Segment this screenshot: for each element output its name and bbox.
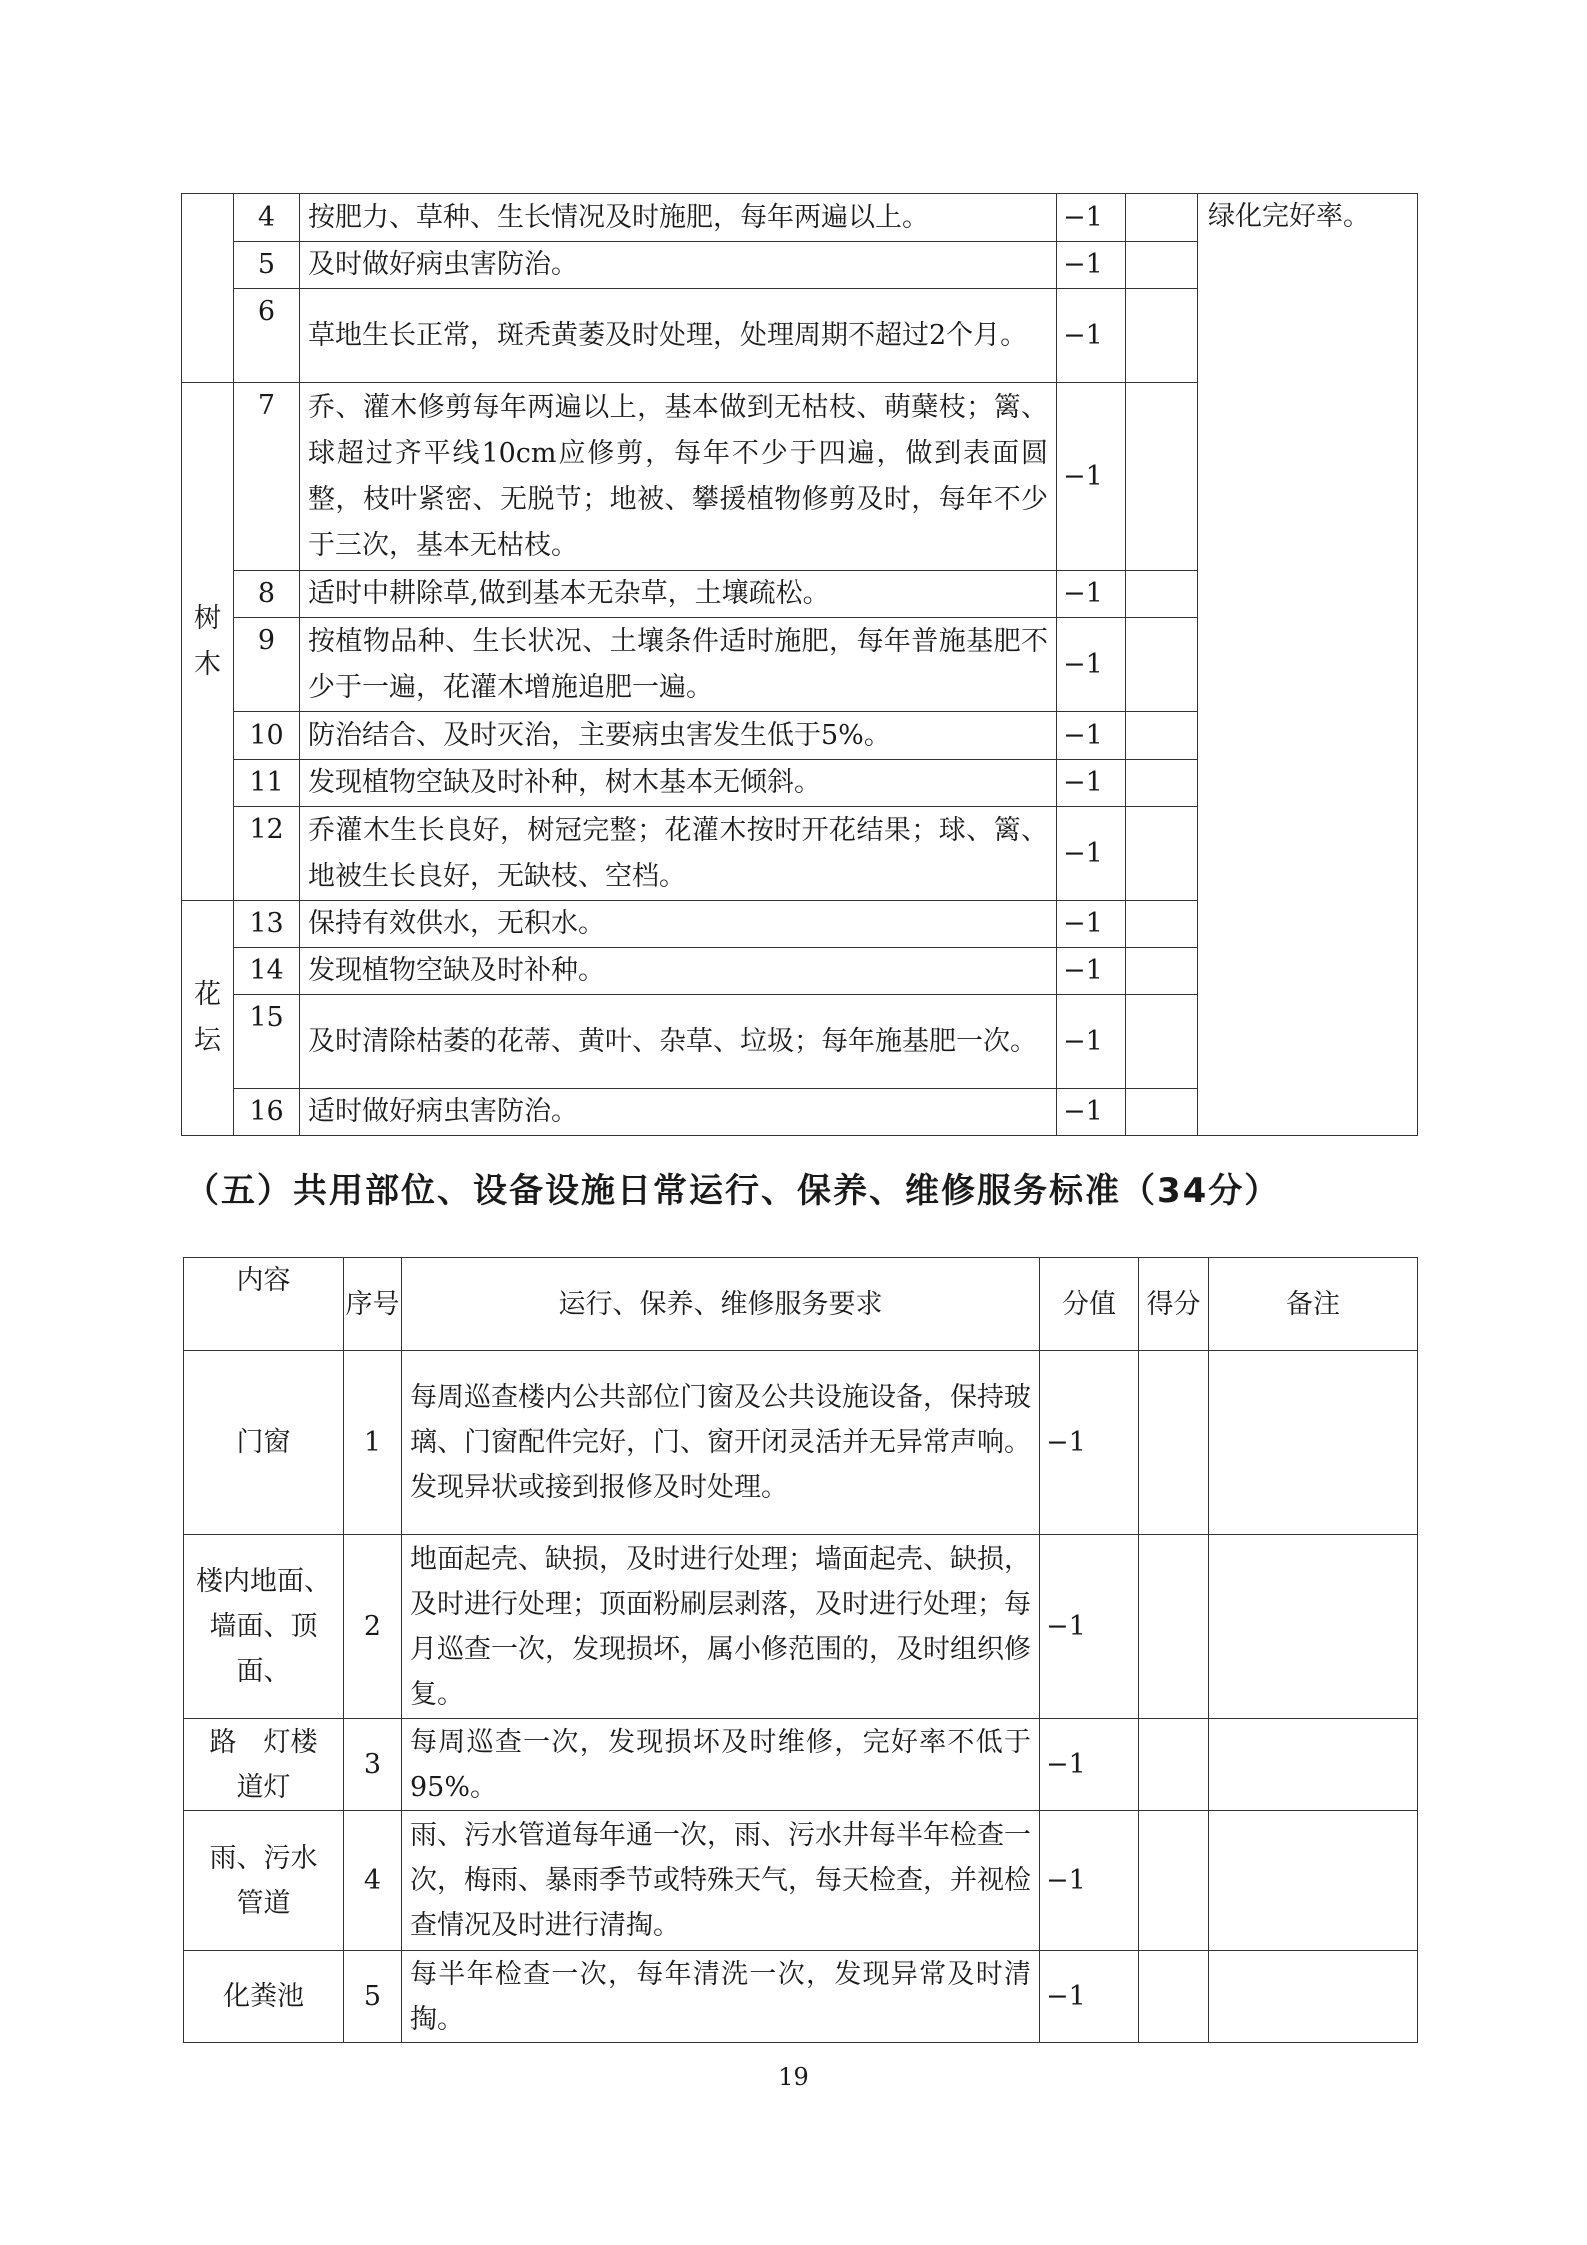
requirement-text: 乔、灌木修剪每年两遍以上，基本做到无枯枝、萌蘖枝；篱、球超过齐平线10cm应修剪，每年不少于四遍，做到表面圆整，枝叶紧密、无脱节；地被、攀援植物修剪及时，每年不少于三次，基本无枯枝。 [300, 383, 1057, 571]
score-obtained [1126, 807, 1198, 901]
header-value: 分值 [1040, 1258, 1139, 1351]
score-value: −1 [1040, 1535, 1139, 1719]
note-cell [1198, 194, 1418, 1136]
content-label: 门窗 [184, 1351, 344, 1535]
content-label: 雨、污水管道 [184, 1811, 344, 1951]
score-obtained [1126, 289, 1198, 383]
header-requirement: 运行、保养、维修服务要求 [402, 1258, 1040, 1351]
row-number: 7 [234, 383, 300, 571]
category-cell [182, 194, 234, 383]
note-cell [1209, 1951, 1418, 2043]
score-obtained [1126, 995, 1198, 1089]
header-note: 备注 [1209, 1258, 1418, 1351]
score-obtained [1139, 1351, 1209, 1535]
requirement-text: 保持有效供水，无积水。 [300, 901, 1057, 948]
score-value: −1 [1057, 901, 1126, 948]
score-value: −1 [1040, 1811, 1139, 1951]
note-cell [1209, 1811, 1418, 1951]
score-obtained [1126, 948, 1198, 995]
section-heading: （五）共用部位、设备设施日常运行、保养、维修服务标准（34分） [185, 1171, 1281, 1211]
score-value: −1 [1057, 194, 1126, 242]
table-row [182, 194, 1418, 242]
table-header-row [184, 1258, 1418, 1351]
score-obtained [1139, 1951, 1209, 2043]
note-cell [1209, 1719, 1418, 1811]
requirement-text: 每周巡查楼内公共部位门窗及公共设施设备，保持玻璃、门窗配件完好，门、窗开闭灵活并无异常声响。发现异状或接到报修及时处理。 [402, 1351, 1040, 1535]
score-obtained [1126, 383, 1198, 571]
row-number: 4 [344, 1811, 402, 1951]
score-obtained [1126, 760, 1198, 807]
content-label: 楼内地面、墙面、顶面、 [184, 1535, 344, 1719]
requirement-text: 按肥力、草种、生长情况及时施肥，每年两遍以上。 [300, 194, 1057, 242]
row-number: 8 [234, 571, 300, 618]
row-number: 6 [234, 289, 300, 383]
category-cell-trees [182, 383, 234, 901]
score-value: −1 [1057, 948, 1126, 995]
row-number: 1 [344, 1351, 402, 1535]
score-value: −1 [1057, 618, 1126, 712]
row-number: 5 [234, 242, 300, 289]
requirement-text: 及时做好病虫害防治。 [300, 242, 1057, 289]
score-obtained [1139, 1811, 1209, 1951]
requirement-text: 按植物品种、生长状况、土壤条件适时施肥，每年普施基肥不少于一遍，花灌木增施追肥一遍。 [300, 618, 1057, 712]
requirement-text: 适时做好病虫害防治。 [300, 1089, 1057, 1136]
score-value: −1 [1057, 807, 1126, 901]
score-obtained [1126, 712, 1198, 760]
score-value: −1 [1057, 242, 1126, 289]
content-label: 化粪池 [184, 1951, 344, 2043]
requirement-text: 草地生长正常，斑秃黄萎及时处理，处理周期不超过2个月。 [300, 289, 1057, 383]
requirement-text: 防治结合、及时灭治，主要病虫害发生低于5%。 [300, 712, 1057, 760]
score-obtained [1126, 1089, 1198, 1136]
header-number: 序号 [344, 1258, 402, 1351]
table-row [184, 1951, 1418, 2043]
requirement-text: 乔灌木生长良好，树冠完整；花灌木按时开花结果；球、篱、地被生长良好，无缺枝、空档。 [300, 807, 1057, 901]
row-number: 15 [234, 995, 300, 1089]
page-number: 19 [778, 2063, 809, 2091]
header-score: 得分 [1139, 1258, 1209, 1351]
row-number: 9 [234, 618, 300, 712]
table-row [184, 1351, 1418, 1535]
score-obtained [1126, 571, 1198, 618]
requirement-text: 每周巡查一次，发现损坏及时维修，完好率不低于95%。 [402, 1719, 1040, 1811]
category-flowerbed: 花坛 [194, 979, 221, 1056]
row-number: 13 [234, 901, 300, 948]
row-number: 2 [344, 1535, 402, 1719]
requirement-text: 每半年检查一次，每年清洗一次，发现异常及时清掏。 [402, 1951, 1040, 2043]
requirement-text: 发现植物空缺及时补种，树木基本无倾斜。 [300, 760, 1057, 807]
facility-maintenance-table [183, 1257, 1418, 2043]
score-value: −1 [1057, 712, 1126, 760]
score-value: −1 [1057, 1089, 1126, 1136]
score-obtained [1139, 1719, 1209, 1811]
row-number: 10 [234, 712, 300, 760]
score-value: −1 [1057, 760, 1126, 807]
score-obtained [1126, 901, 1198, 948]
score-obtained [1139, 1535, 1209, 1719]
row-number: 14 [234, 948, 300, 995]
table-row [184, 1535, 1418, 1719]
score-value: −1 [1057, 383, 1126, 571]
row-number: 11 [234, 760, 300, 807]
score-value: −1 [1040, 1719, 1139, 1811]
content-label: 路 灯楼道灯 [184, 1719, 344, 1811]
score-value: −1 [1057, 995, 1126, 1089]
row-number: 3 [344, 1719, 402, 1811]
score-obtained [1126, 618, 1198, 712]
requirement-text: 适时中耕除草,做到基本无杂草，土壤疏松。 [300, 571, 1057, 618]
requirement-text: 发现植物空缺及时补种。 [300, 948, 1057, 995]
score-value: −1 [1040, 1951, 1139, 2043]
row-number: 12 [234, 807, 300, 901]
greening-standards-table [181, 193, 1418, 1136]
score-obtained [1126, 242, 1198, 289]
row-number: 5 [344, 1951, 402, 2043]
requirement-text: 雨、污水管道每年通一次，雨、污水井每半年检查一次，梅雨、暴雨季节或特殊天气，每天检查，并视检查情况及时进行清掏。 [402, 1811, 1040, 1951]
score-obtained [1126, 194, 1198, 242]
requirement-text: 及时清除枯萎的花蒂、黄叶、杂草、垃圾；每年施基肥一次。 [300, 995, 1057, 1089]
note-cell [1209, 1535, 1418, 1719]
score-value: −1 [1057, 289, 1126, 383]
header-content: 内容 [184, 1258, 344, 1351]
row-number: 4 [234, 194, 300, 242]
score-value: −1 [1057, 571, 1126, 618]
row-number: 16 [234, 1089, 300, 1136]
score-value: −1 [1040, 1351, 1139, 1535]
category-cell-flowerbed [182, 901, 234, 1136]
table-row [184, 1719, 1418, 1811]
category-trees: 树木 [194, 602, 221, 680]
note-text: 绿化完好率。 [1208, 201, 1370, 232]
note-cell [1209, 1351, 1418, 1535]
requirement-text: 地面起壳、缺损，及时进行处理；墙面起壳、缺损，及时进行处理；顶面粉刷层剥落，及时进行处理；每月巡查一次，发现损坏，属小修范围的，及时组织修复。 [402, 1535, 1040, 1719]
table-row [184, 1811, 1418, 1951]
